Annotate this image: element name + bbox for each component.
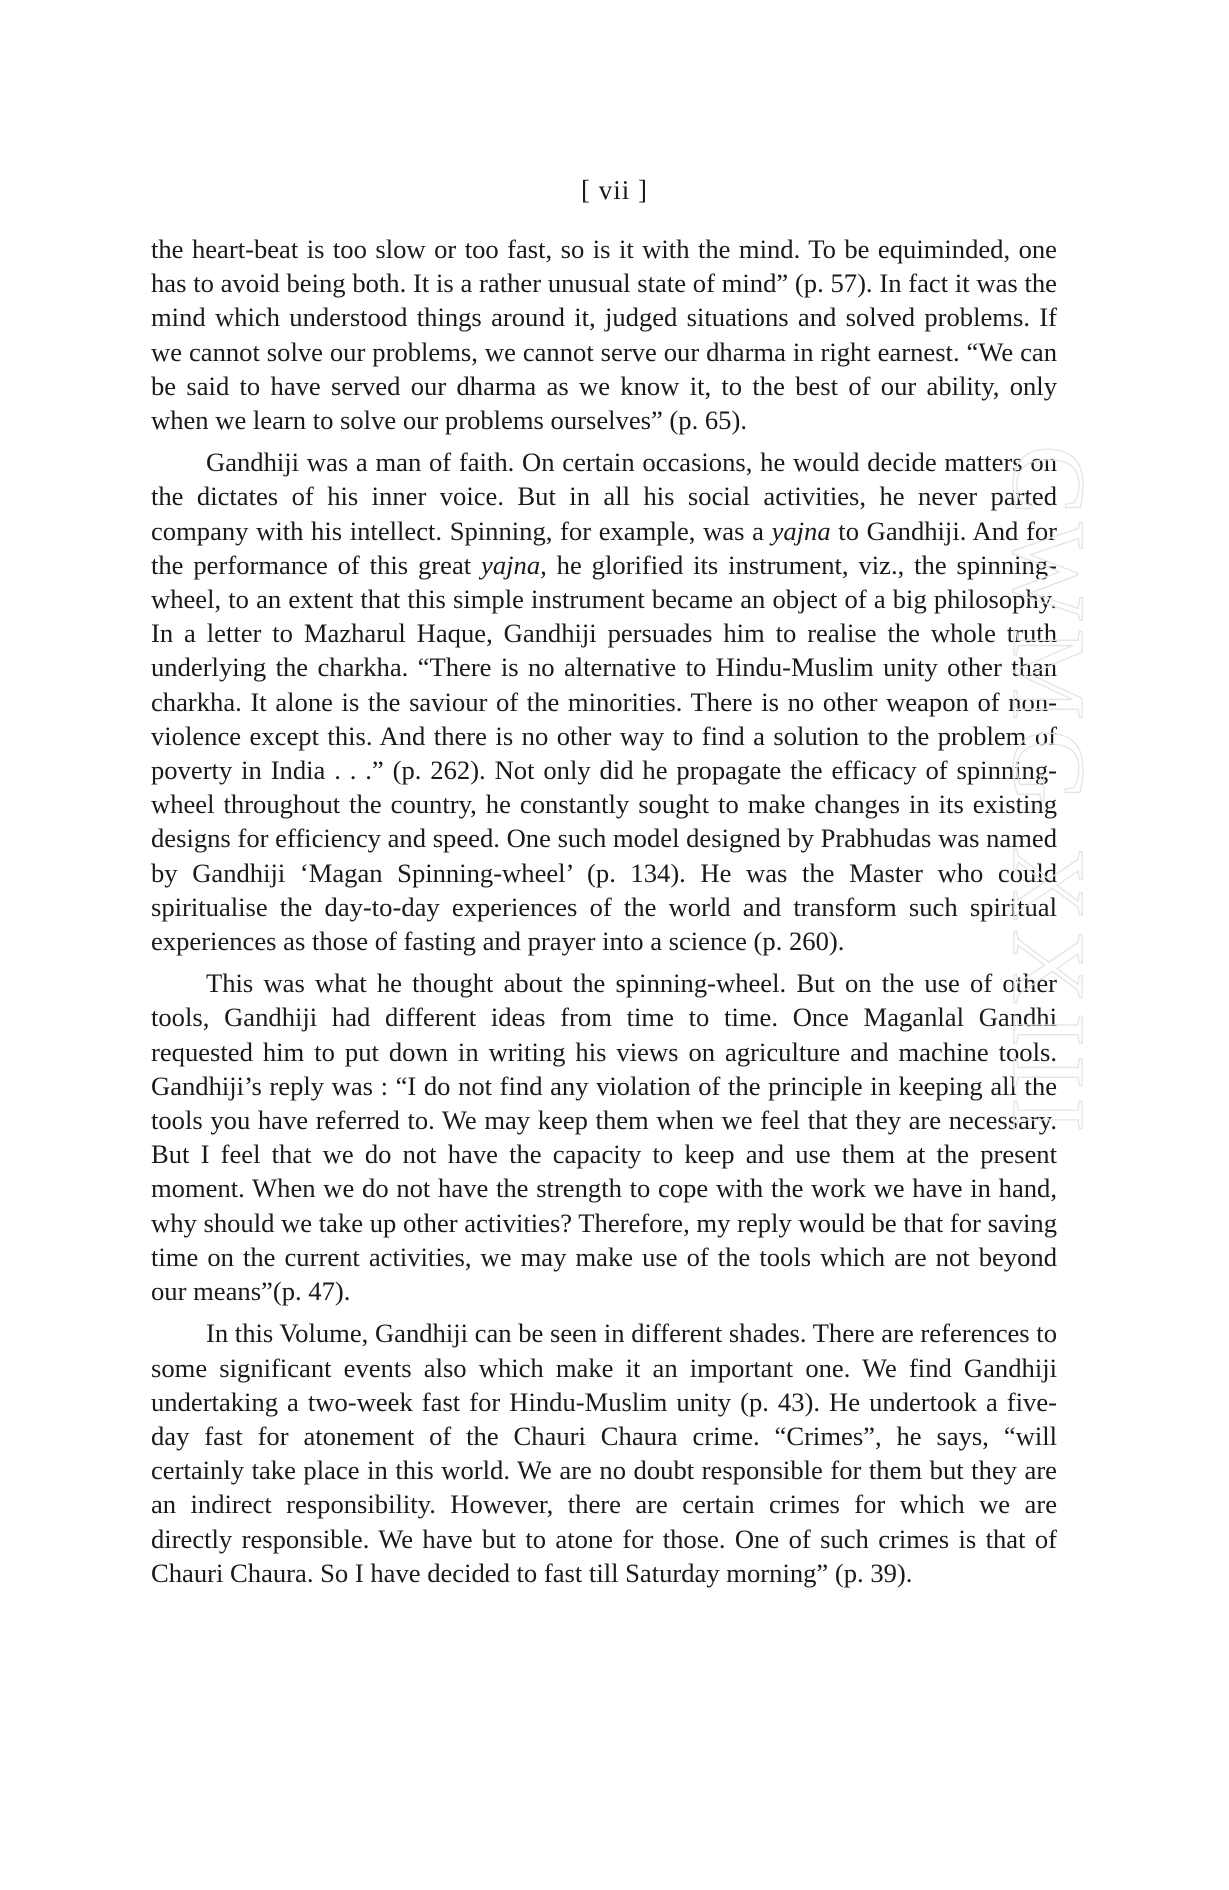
paragraph-2-italic-yajna-2: yajna, (481, 549, 547, 580)
watermark (991, 445, 1108, 1465)
paragraph-4-text: In this Volume, Gandhiji can be seen in different shades. There are references to some significant events also which make it an important one. We find Gandhiji undertaking a two-week fast for Hindu-Muslim unity (p. 43). He undertook a five-day fast for atonement of the Chauri Chaura crime. “Crimes”, he says, “will certainly take place in this world. We are no doubt responsible for them but they are an indirect responsibility. However, there are certain crimes for which we are directly responsible. We have but to atone for those. One of such crimes is that of Chauri Chaura. So I have decided to fast till Saturday morning” (p. 39). (151, 1318, 1057, 1588)
paragraph-2-text-c: he glorified its instrument, viz., the spinning-wheel, to an extent that this simple instrument became an object of a big philosophy. In a letter to Mazharul Haque, Gandhiji persuades him to realise the whole truth underlying the charkha. “There is no alternative to Hindu-Muslim unity other than charkha. It alone is the saviour of the minorities. There is no other weapon of non-violence except this. And there is no other way to find a solution to the problem of poverty in India . . .” (p. 262). Not only did he propagate the efficacy of spinning-wheel throughout the country, he constantly sought to make changes in its existing designs for efficiency and speed. One such model designed by Prabhudas was named by Gandhiji ‘Magan Spinning-wheel’ (p. 134). He was the Master who could spiritualise the day-to-day experiences of the world and transform such spiritual experiences as those of fasting and prayer into a science (p. 260). (151, 549, 1057, 957)
paragraph-3-text: This was what he thought about the spinning-wheel. But on the use of other tools, Gandhiji had different ideas from time to time. Once Maganlal Gandhi requested him to put down in writing his views on agriculture and machine tools. Gandhiji’s reply was : “I do not find any violation of the principle in keeping all the tools you have referred to. We may keep them when we feel that they are necessary. But I feel that we do not have the capacity to keep and use them at the present moment. When we do not have the strength to cope with the work we have in hand, why should we take up other activities? Therefore, my reply would be that for saving time on the current activities, we may make use of the tools which are not beyond our means”(p. 47). (151, 968, 1057, 1307)
paragraph-1 (151, 232, 1057, 437)
body-text (151, 232, 1057, 1598)
paragraph-2-text-b: to Gandhiji. And for the performance of this great (151, 515, 1057, 580)
watermark-text: CWMG XXIII (991, 445, 1106, 1141)
page-number: [ vii ] (581, 175, 648, 205)
paragraph-4 (151, 1316, 1057, 1590)
paragraph-3 (151, 966, 1057, 1308)
paragraph-2-text-a: Gandhiji was a man of faith. On certain occasions, he would decide matters on the dictates of his inner voice. But in all his social activities, he never parted company with his intellect. Spinning, for example, was a (151, 447, 1057, 546)
paragraph-2-italic-yajna: yajna (771, 515, 831, 546)
paragraph-1-text: the heart-beat is too slow or too fast, so is it with the mind. To be equiminded, one has to avoid being both. It is a rather unusual state of mind” (p. 57). In fact it was the mind which understood things around it, judged situations and solved problems. If we cannot solve our problems, we cannot serve our dharma in right earnest. “We can be said to have served our dharma as we know it, to the best of our ability, only when we learn to solve our problems ourselves” (p. 65). (151, 234, 1057, 436)
paragraph-2 (151, 445, 1057, 958)
